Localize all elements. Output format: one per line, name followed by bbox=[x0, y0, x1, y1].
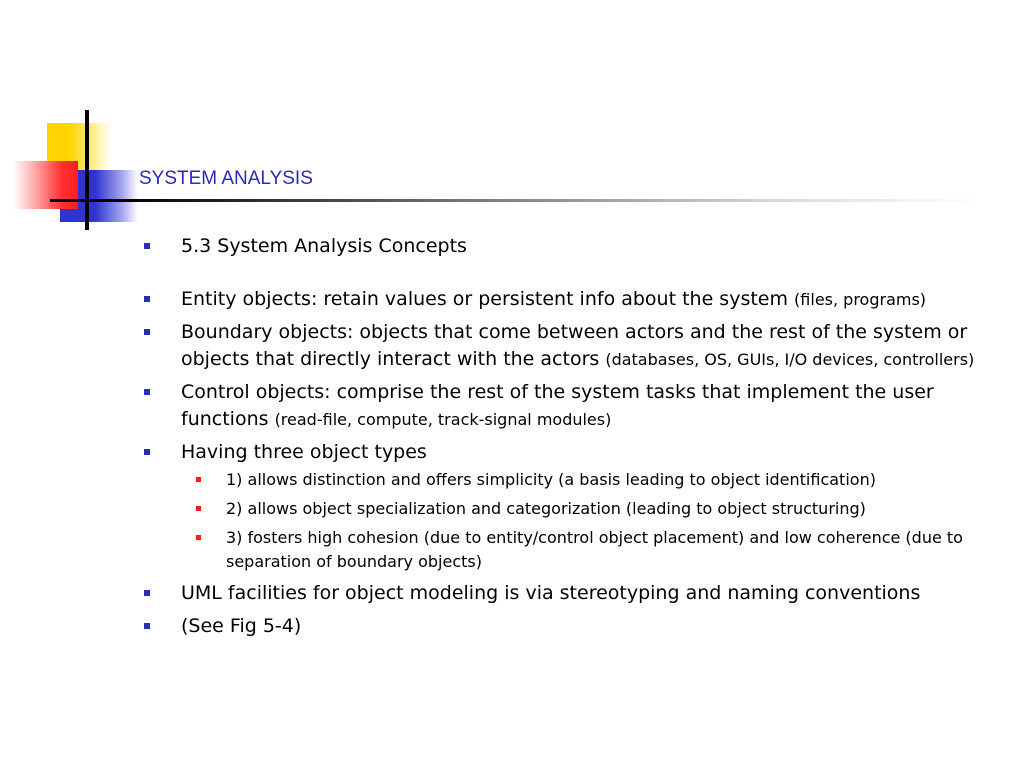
bullet-square-icon bbox=[144, 296, 150, 302]
bullet-item bbox=[140, 233, 990, 260]
bullet-square-icon bbox=[144, 243, 150, 249]
bullet-text: UML facilities for object modeling is via stereotyping and naming conventions bbox=[181, 582, 921, 604]
bullet-item bbox=[140, 439, 990, 574]
sub-bullet-square-icon bbox=[196, 506, 201, 511]
sub-bullet-text: 3) fosters high cohesion (due to entity/control object placement) and low coherence (due to separation of boundary objects) bbox=[226, 528, 963, 571]
bullet-item bbox=[140, 286, 990, 313]
slide-title: SYSTEM ANALYSIS bbox=[139, 168, 313, 189]
bullet-square-icon bbox=[144, 329, 150, 335]
sub-bullet-list bbox=[181, 468, 990, 574]
bullet-text: Having three object types bbox=[181, 441, 427, 463]
sub-bullet-square-icon bbox=[196, 477, 201, 482]
sub-bullet-text: 1) allows distinction and offers simplicity (a basis leading to object identification) bbox=[226, 470, 876, 489]
bullet-item bbox=[140, 580, 990, 607]
bullet-item bbox=[140, 319, 990, 373]
bullet-note: (files, programs) bbox=[794, 290, 927, 309]
sub-bullet-item bbox=[181, 497, 990, 521]
bullet-item bbox=[140, 613, 990, 640]
sub-bullet-item bbox=[181, 526, 990, 574]
bullet-text: Boundary objects: objects that come between actors and the rest of the system or objects that directly interact with the actors bbox=[181, 321, 968, 370]
bullet-text: (See Fig 5-4) bbox=[181, 615, 302, 637]
sub-bullet-square-icon bbox=[196, 535, 201, 540]
bullet-square-icon bbox=[144, 623, 150, 629]
bullet-square-icon bbox=[144, 590, 150, 596]
bullet-note: (databases, OS, GUIs, I/O devices, controllers) bbox=[605, 350, 975, 369]
bullet-square-icon bbox=[144, 449, 150, 455]
bullet-text: 5.3 System Analysis Concepts bbox=[181, 235, 467, 257]
title-underline bbox=[50, 199, 980, 202]
bullet-item bbox=[140, 379, 990, 433]
sub-bullet-text: 2) allows object specialization and categorization (leading to object structuring) bbox=[226, 499, 866, 518]
bullet-square-icon bbox=[144, 389, 150, 395]
bullet-note: (read-file, compute, track-signal modules) bbox=[274, 410, 612, 429]
decor-vertical-line bbox=[85, 110, 89, 230]
sub-bullet-item bbox=[181, 468, 990, 492]
bullet-list bbox=[140, 233, 990, 646]
bullet-text: Control objects: comprise the rest of the system tasks that implement the user functions bbox=[181, 381, 934, 430]
bullet-text: Entity objects: retain values or persistent info about the system bbox=[181, 288, 795, 310]
